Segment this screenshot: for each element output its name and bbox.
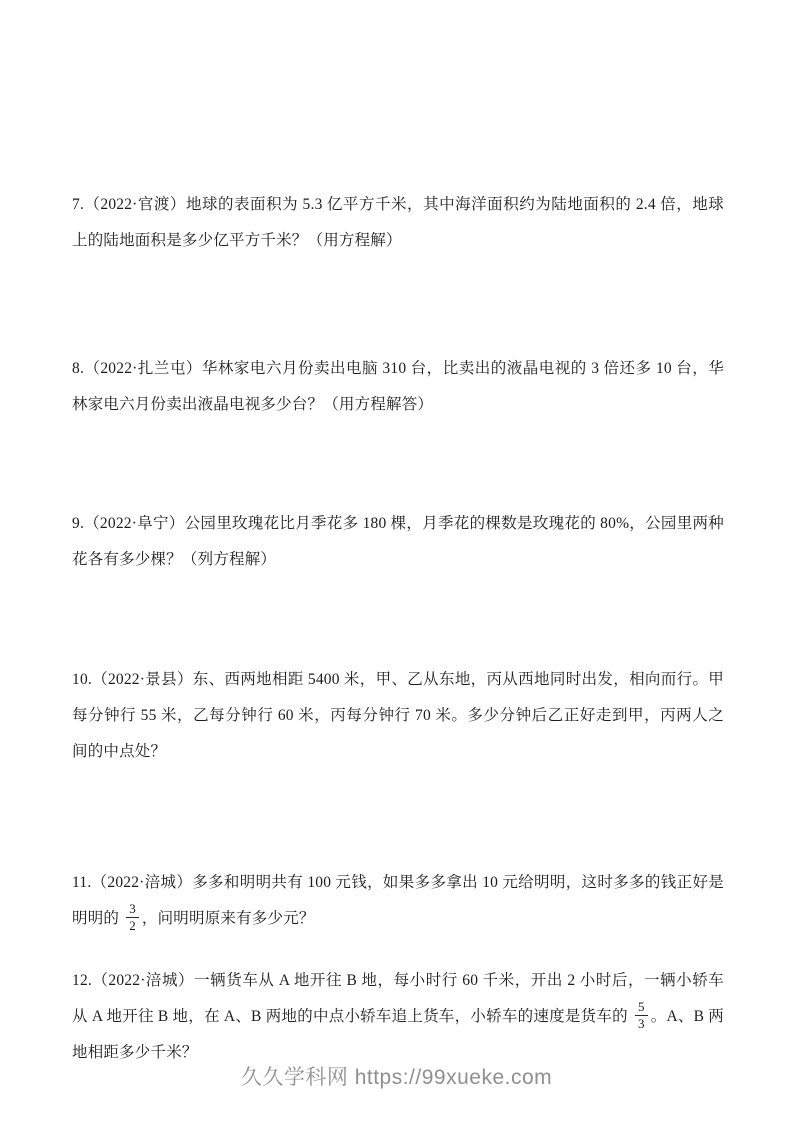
fraction-denominator: 2: [129, 917, 136, 933]
fraction: [635, 1000, 648, 1032]
problem-10: 10.（2022·景县）东、西两地相距 5400 米，甲、乙从东地，丙从西地同时出发，相向而行。甲每分钟行 55 米，乙每分钟行 60 米，丙每分钟行 70 米。多少分钟后乙正好走到甲，丙两人之间的中点处？: [72, 671, 724, 760]
problem-list: [72, 187, 724, 1071]
problem-9: 9.（2022·阜宁）公园里玫瑰花比月季花多 180 棵，月季花的棵数是玫瑰花的 80%，公园里两种花各有多少棵？（列方程解）: [72, 515, 724, 568]
problem-12: 12.（2022·涪城）一辆货车从 A 地开往 B 地，每小时行 60 千米，开出 2 小时后，一辆小轿车从 A 地开往 B 地，在 A、B 两地的中点小轿车追上货车，小轿车的速度是货车的 $\frac{5}{3}$ 。A、B 两地相距多少千米？: [72, 972, 724, 1061]
problem-7: 7.（2022·官渡）地球的表面积为 5.3 亿平方千米，其中海洋面积约为陆地面积的 2.4 倍，地球上的陆地面积是多少亿平方千米？（用方程解）: [72, 196, 724, 249]
problem-8: 8.（2022·扎兰屯）华林家电六月份卖出电脑 310 台，比卖出的液晶电视的 3 倍还多 10 台，华林家电六月份卖出液晶电视多少台？（用方程解答）: [72, 360, 724, 413]
site-footer: [0, 1061, 793, 1091]
problem-11: 11.（2022·涪城）多多和明明共有 100 元钱，如果多多拿出 10 元给明明，这时多多的钱正好是明明的 $\frac{3}{2}$ ，问明明原来有多少元？: [72, 874, 724, 933]
fraction-numerator: 3: [126, 902, 139, 918]
fraction-numerator: 5: [635, 1000, 648, 1016]
footer-watermark: 久久学科网 https://99xueke.com: [240, 1066, 553, 1089]
fraction-denominator: 3: [637, 1015, 645, 1031]
fraction: [126, 902, 139, 934]
